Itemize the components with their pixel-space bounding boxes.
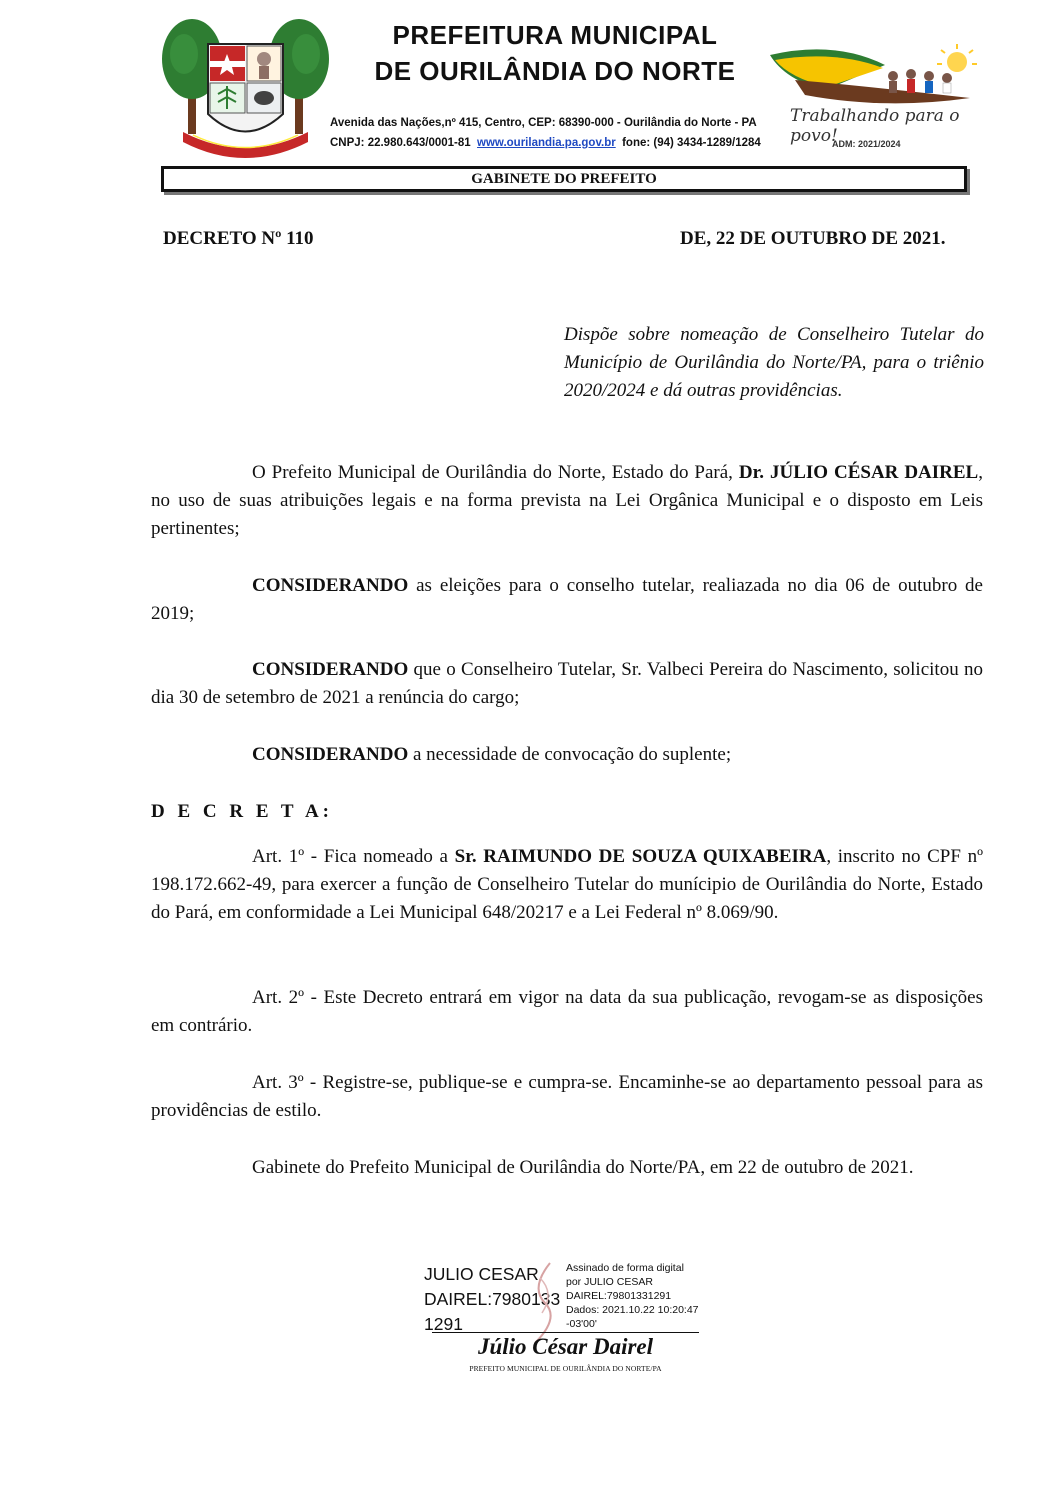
- intro-text-b: , no uso de suas atribuições legais e na forma prevista na Lei Orgânica Municipal e o disposto em Leis pertinentes;: [151, 462, 983, 539]
- appointee-name: Sr. RAIMUNDO DE SOUZA QUIXABEIRA: [454, 846, 827, 867]
- article-3: Art. 3º - Registre-se, publique-se e cumpra-se. Encaminhe-se ao departamento pessoal para as providências de estilo.: [151, 1072, 983, 1121]
- considerando-label: CONSIDERANDO: [252, 744, 409, 765]
- org-name-line1: PREFEITURA MUNICIPAL: [392, 20, 718, 50]
- decree-summary: Dispõe sobre nomeação de Conselheiro Tutelar do Município de Ourilândia do Norte/PA, para o triênio 2020/2024 e dá outras providências.: [564, 324, 984, 401]
- admin-term: ADM: 2021/2024: [832, 139, 901, 149]
- considerando-label: CONSIDERANDO: [252, 659, 409, 680]
- decreta-heading: D E C R E T A:: [151, 801, 333, 822]
- org-address: Avenida das Nações,nº 415, Centro, CEP: 68390-000 - Ourilândia do Norte - PA: [330, 117, 757, 129]
- considerando-2: [151, 656, 983, 712]
- org-cnpj: CNPJ: 22.980.643/0001-81: [330, 137, 471, 149]
- digital-name-line: JULIO CESAR: [424, 1264, 539, 1284]
- digital-info-line: Assinado de forma digital: [566, 1262, 684, 1274]
- digital-info-line: Dados: 2021.10.22 10:20:47: [566, 1304, 699, 1316]
- digital-info-line: -03'00': [566, 1318, 597, 1330]
- letterhead: [0, 0, 1058, 205]
- department-banner: GABINETE DO PREFEITO: [161, 166, 967, 192]
- org-phone: fone: (94) 3434-1289/1284: [622, 137, 761, 149]
- municipal-crest-icon: [158, 14, 333, 164]
- digital-info-line: por JULIO CESAR: [566, 1276, 653, 1288]
- considerando-3: [151, 741, 983, 769]
- article-1-text-a: Art. 1º - Fica nomeado a: [252, 846, 455, 867]
- org-contact: [330, 137, 790, 149]
- considerando-1: [151, 572, 983, 628]
- considerando-label: CONSIDERANDO: [252, 575, 409, 596]
- digital-info-line: DAIREL:79801331291: [566, 1290, 672, 1302]
- digital-signature-info: [566, 1261, 706, 1331]
- closing-paragraph: Gabinete do Prefeito Municipal de Ourilândia do Norte/PA, em 22 de outubro de 2021.: [252, 1157, 914, 1178]
- intro-paragraph: [151, 459, 983, 543]
- org-website-link[interactable]: www.ourilandia.pa.gov.br: [477, 137, 616, 149]
- intro-text-a: O Prefeito Municipal de Ourilândia do Norte, Estado do Pará,: [252, 462, 739, 483]
- decree-date: DE, 22 DE OUTUBRO DE 2021.: [680, 228, 946, 249]
- considerando-2-text: que o Conselheiro Tutelar, Sr. Valbeci Pereira do Nascimento, solicitou no dia 30 de setembro de 2021 a renúncia do cargo;: [151, 659, 983, 708]
- mayor-name: Dr. JÚLIO CÉSAR DAIREL: [738, 462, 979, 483]
- considerando-3-text: a necessidade de convocação do suplente;: [408, 744, 732, 765]
- signer-title: PREFEITO MUNICIPAL DE OURILÂNDIA DO NORTE/PA: [469, 1364, 662, 1373]
- digital-name-line: DAIREL:7980133: [424, 1289, 561, 1309]
- signer-name: Júlio César Dairel: [477, 1334, 654, 1359]
- article-1: [151, 843, 983, 927]
- digital-name-line: 1291: [424, 1314, 463, 1334]
- admin-slogan: Trabalhando para o povo!: [790, 106, 960, 146]
- signature-line: [432, 1332, 699, 1333]
- article-2: Art. 2º - Este Decreto entrará em vigor na data da sua publicação, revogam-se as disposições em contrário.: [151, 987, 983, 1036]
- decree-number: DECRETO Nº 110: [163, 228, 314, 249]
- article-1-text-b: , inscrito no CPF nº 198.172.662-49, para exercer a função de Conselheiro Tutelar do munícipio de Ourilândia do Norte, Estado do Pará, em conformidade a Lei Municipal 648/20217 e a Lei Federal nº 8.069/90.: [151, 846, 983, 923]
- org-name-line2: DE OURILÂNDIA DO NORTE: [374, 56, 736, 86]
- considerando-1-text: as eleições para o conselho tutelar, realiazada no dia 06 de outubro de 2019;: [151, 575, 983, 624]
